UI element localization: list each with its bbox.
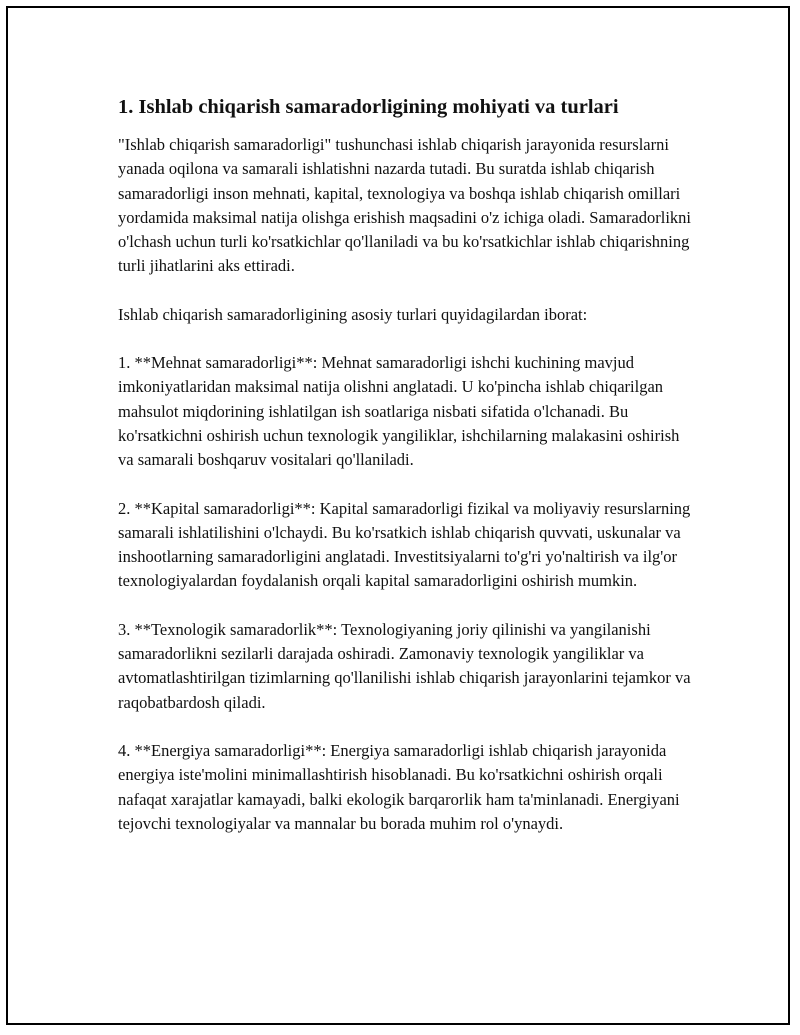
paragraph-capital-efficiency: 2. **Kapital samaradorligi**: Kapital samaradorligi fizikal va moliyaviy resurslarning samarali ishlatilishini o'lchaydi. Bu ko'rsatkich ishlab chiqarish quvvati, uskunalar va inshootlarning samaradorligini anglatadi. Investitsiyalarni to'g'ri yo'naltirish va ilg'or texnologiyalardan foydalanish orqali kapital samaradorligini oshirish mumkin. [118,498,691,591]
paragraph-types-intro: Ishlab chiqarish samaradorligining asosiy turlari quyidagilardan iborat: [118,304,588,324]
paragraph-intro: "Ishlab chiqarish samaradorligi" tushunchasi ishlab chiqarish jarayonida resurslarni yanada oqilona va samarali ishlatishni nazarda tutadi. Bu suratda ishlab chiqarish samaradorligi inson mehnati, kapital, texnologiya va boshqa ishlab chiqarish omillari yordamida maksimal natija olishga erishish maqsadini o'z ichiga oladi. Samaradorlikni o'lchash uchun turli ko'rsatkichlar qo'llaniladi va bu ko'rsatkichlar ishlab chiqarishning turli jihatlarini aks ettiradi. [118,135,692,276]
section-heading: 1. Ishlab chiqarish samaradorligining mohiyati va turlari [118,96,619,118]
paragraph-technological-efficiency: 3. **Texnologik samaradorlik**: Texnologiyaning joriy qilinishi va yangilanishi samaradorlikni sezilarli darajada oshiradi. Zamonaviy texnologik yangiliklar va avtomatlashtirilgan tizimlarning qo'llanilishi ishlab chiqarish jarayonlarini tejamkor va raqobatbardosh qiladi. [118,619,691,712]
document-body [118,93,698,860]
paragraph-energy-efficiency: 4. **Energiya samaradorligi**: Energiya samaradorligi ishlab chiqarish jarayonida energiya iste'molini minimallashtirish hisoblanadi. Bu ko'rsatkichni oshirish orqali nafaqat xarajatlar kamayadi, balki ekologik barqarorlik ham ta'minlanadi. Energiyani tejovchi texnologiyalar va mannalar bu borada muhim rol o'ynaydi. [118,740,680,833]
paragraph-labor-efficiency: 1. **Mehnat samaradorligi**: Mehnat samaradorligi ishchi kuchining mavjud imkoniyatlaridan maksimal natija olishni anglatadi. U ko'pincha ishlab chiqarilgan mahsulot miqdorining ishlatilgan ish soatlariga nisbati sifatida o'lchanadi. Bu ko'rsatkichni oshirish uchun texnologik yangiliklar, ishchilarning malakasini oshirish va samarali boshqaruv vositalari qo'llaniladi. [118,353,680,470]
